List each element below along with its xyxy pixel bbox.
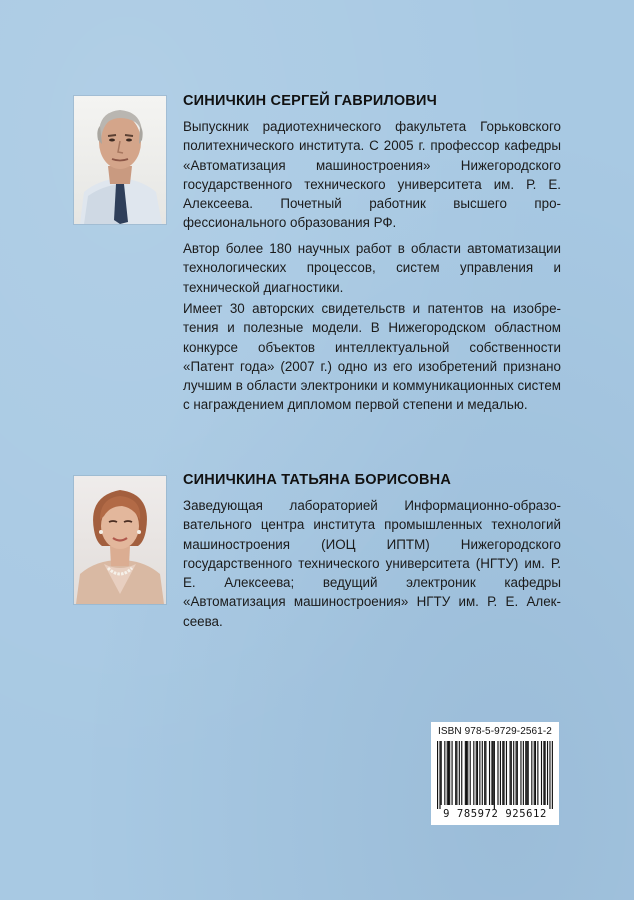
barcode-bar: [545, 741, 546, 805]
barcode-bar: [500, 741, 501, 805]
barcode-bar: [552, 741, 553, 809]
barcode-bar: [520, 741, 521, 805]
barcode-bar: [467, 741, 468, 805]
barcode-bar: [517, 741, 518, 805]
barcode-bar: [503, 741, 504, 805]
barcode-bar: [473, 741, 474, 805]
barcode-bar: [452, 741, 453, 805]
author-1-bio-paragraph: Имеет 30 авторских свидетельств и патентов на изобретения и полезные модели. В Нижегородском областном конкурсе объектов интеллектуальной собственности «Патент года» (2007 г.) одно из его изобретений признано лучшим в области электроники и коммуникационных систем с награждением дипломом первой степени и медалью.: [183, 301, 561, 413]
barcode-bars-icon: [437, 741, 553, 811]
barcode-bar: [482, 741, 483, 805]
portrait-man-icon: [74, 96, 166, 224]
barcode-bar: [531, 741, 532, 805]
barcode-bar: [459, 741, 460, 805]
barcode-bar: [510, 741, 511, 805]
barcode-bar: [465, 741, 466, 805]
author-1-photo: [74, 96, 166, 224]
author-1-bio-paragraph: Выпускник радиотехнического факультета Горьковского политехнического института. С 2005 г. профессор кафедры «Автоматизация машиностроения» Нижегородского государственного технического университета им. Р. Е. Алексеева. Почетный работник высшего профессионального образования РФ.: [183, 119, 561, 231]
author-2-name: СИНИЧКИНА ТАТЬЯНА БОРИСОВНА: [183, 472, 452, 488]
author-1-bio-paragraph: Автор более 180 научных работ в области автоматизации технологических процессов, систем управления и технической диагностики.: [183, 241, 561, 295]
portrait-woman-icon: [74, 476, 166, 604]
isbn-label: ISBN 978-5-9729-2561-2: [438, 726, 552, 737]
barcode-bar: [549, 741, 550, 809]
barcode-bar: [485, 741, 486, 805]
barcode-bar: [479, 741, 480, 805]
barcode-bar: [543, 741, 544, 805]
barcode-bar: [448, 741, 449, 805]
barcode-bar: [534, 741, 535, 805]
barcode-bar: [439, 741, 440, 809]
barcode-bar: [541, 741, 542, 805]
barcode-bar: [502, 741, 503, 805]
barcode-bar: [513, 741, 514, 805]
ean-digits: 9 785972 925612: [443, 808, 547, 820]
barcode-bar: [437, 741, 438, 809]
barcode-bar: [493, 741, 494, 805]
barcode-bar: [535, 741, 536, 805]
barcode-bar: [441, 741, 442, 805]
barcode-bar: [489, 741, 490, 805]
barcode-bar: [511, 741, 512, 805]
barcode-bar: [494, 741, 495, 809]
barcode-bar: [525, 741, 526, 805]
barcode-bar: [470, 741, 471, 805]
barcode-bar: [526, 741, 527, 805]
isbn-barcode: [431, 722, 559, 825]
barcode-bar: [516, 741, 517, 805]
barcode-bar: [461, 741, 462, 805]
author-2-bio-paragraph: Заведующая лабораторией Информационно-образовательного центра института промышленных технологий машиностроения (ИОЦ ИПТМ) Нижегородского государственного технического университета (НГТУ) им. Р. Е. Алексеева; ведущий электроник кафедры «Автоматизация машиностроения» НГТУ им. Р. Е. Алексеева.: [183, 498, 561, 629]
barcode-bar: [477, 741, 478, 805]
author-2-photo: [74, 476, 166, 604]
author-1-name: СИНИЧКИН СЕРГЕЙ ГАВРИЛОВИЧ: [183, 93, 437, 109]
barcode-bar: [491, 741, 492, 805]
barcode-bar: [444, 741, 445, 805]
barcode-bar: [506, 741, 507, 805]
barcode-bar: [455, 741, 456, 805]
barcode-bar: [523, 741, 524, 805]
barcode-bar: [466, 741, 467, 805]
barcode-bar: [528, 741, 529, 805]
barcode-bar: [456, 741, 457, 805]
barcode-bar: [449, 741, 450, 805]
barcode-bar: [447, 741, 448, 805]
barcode-bar: [537, 741, 538, 805]
barcode-bar: [484, 741, 485, 805]
barcode-bar: [497, 741, 498, 805]
barcode-bar: [476, 741, 477, 805]
barcode-bar: [547, 741, 548, 805]
